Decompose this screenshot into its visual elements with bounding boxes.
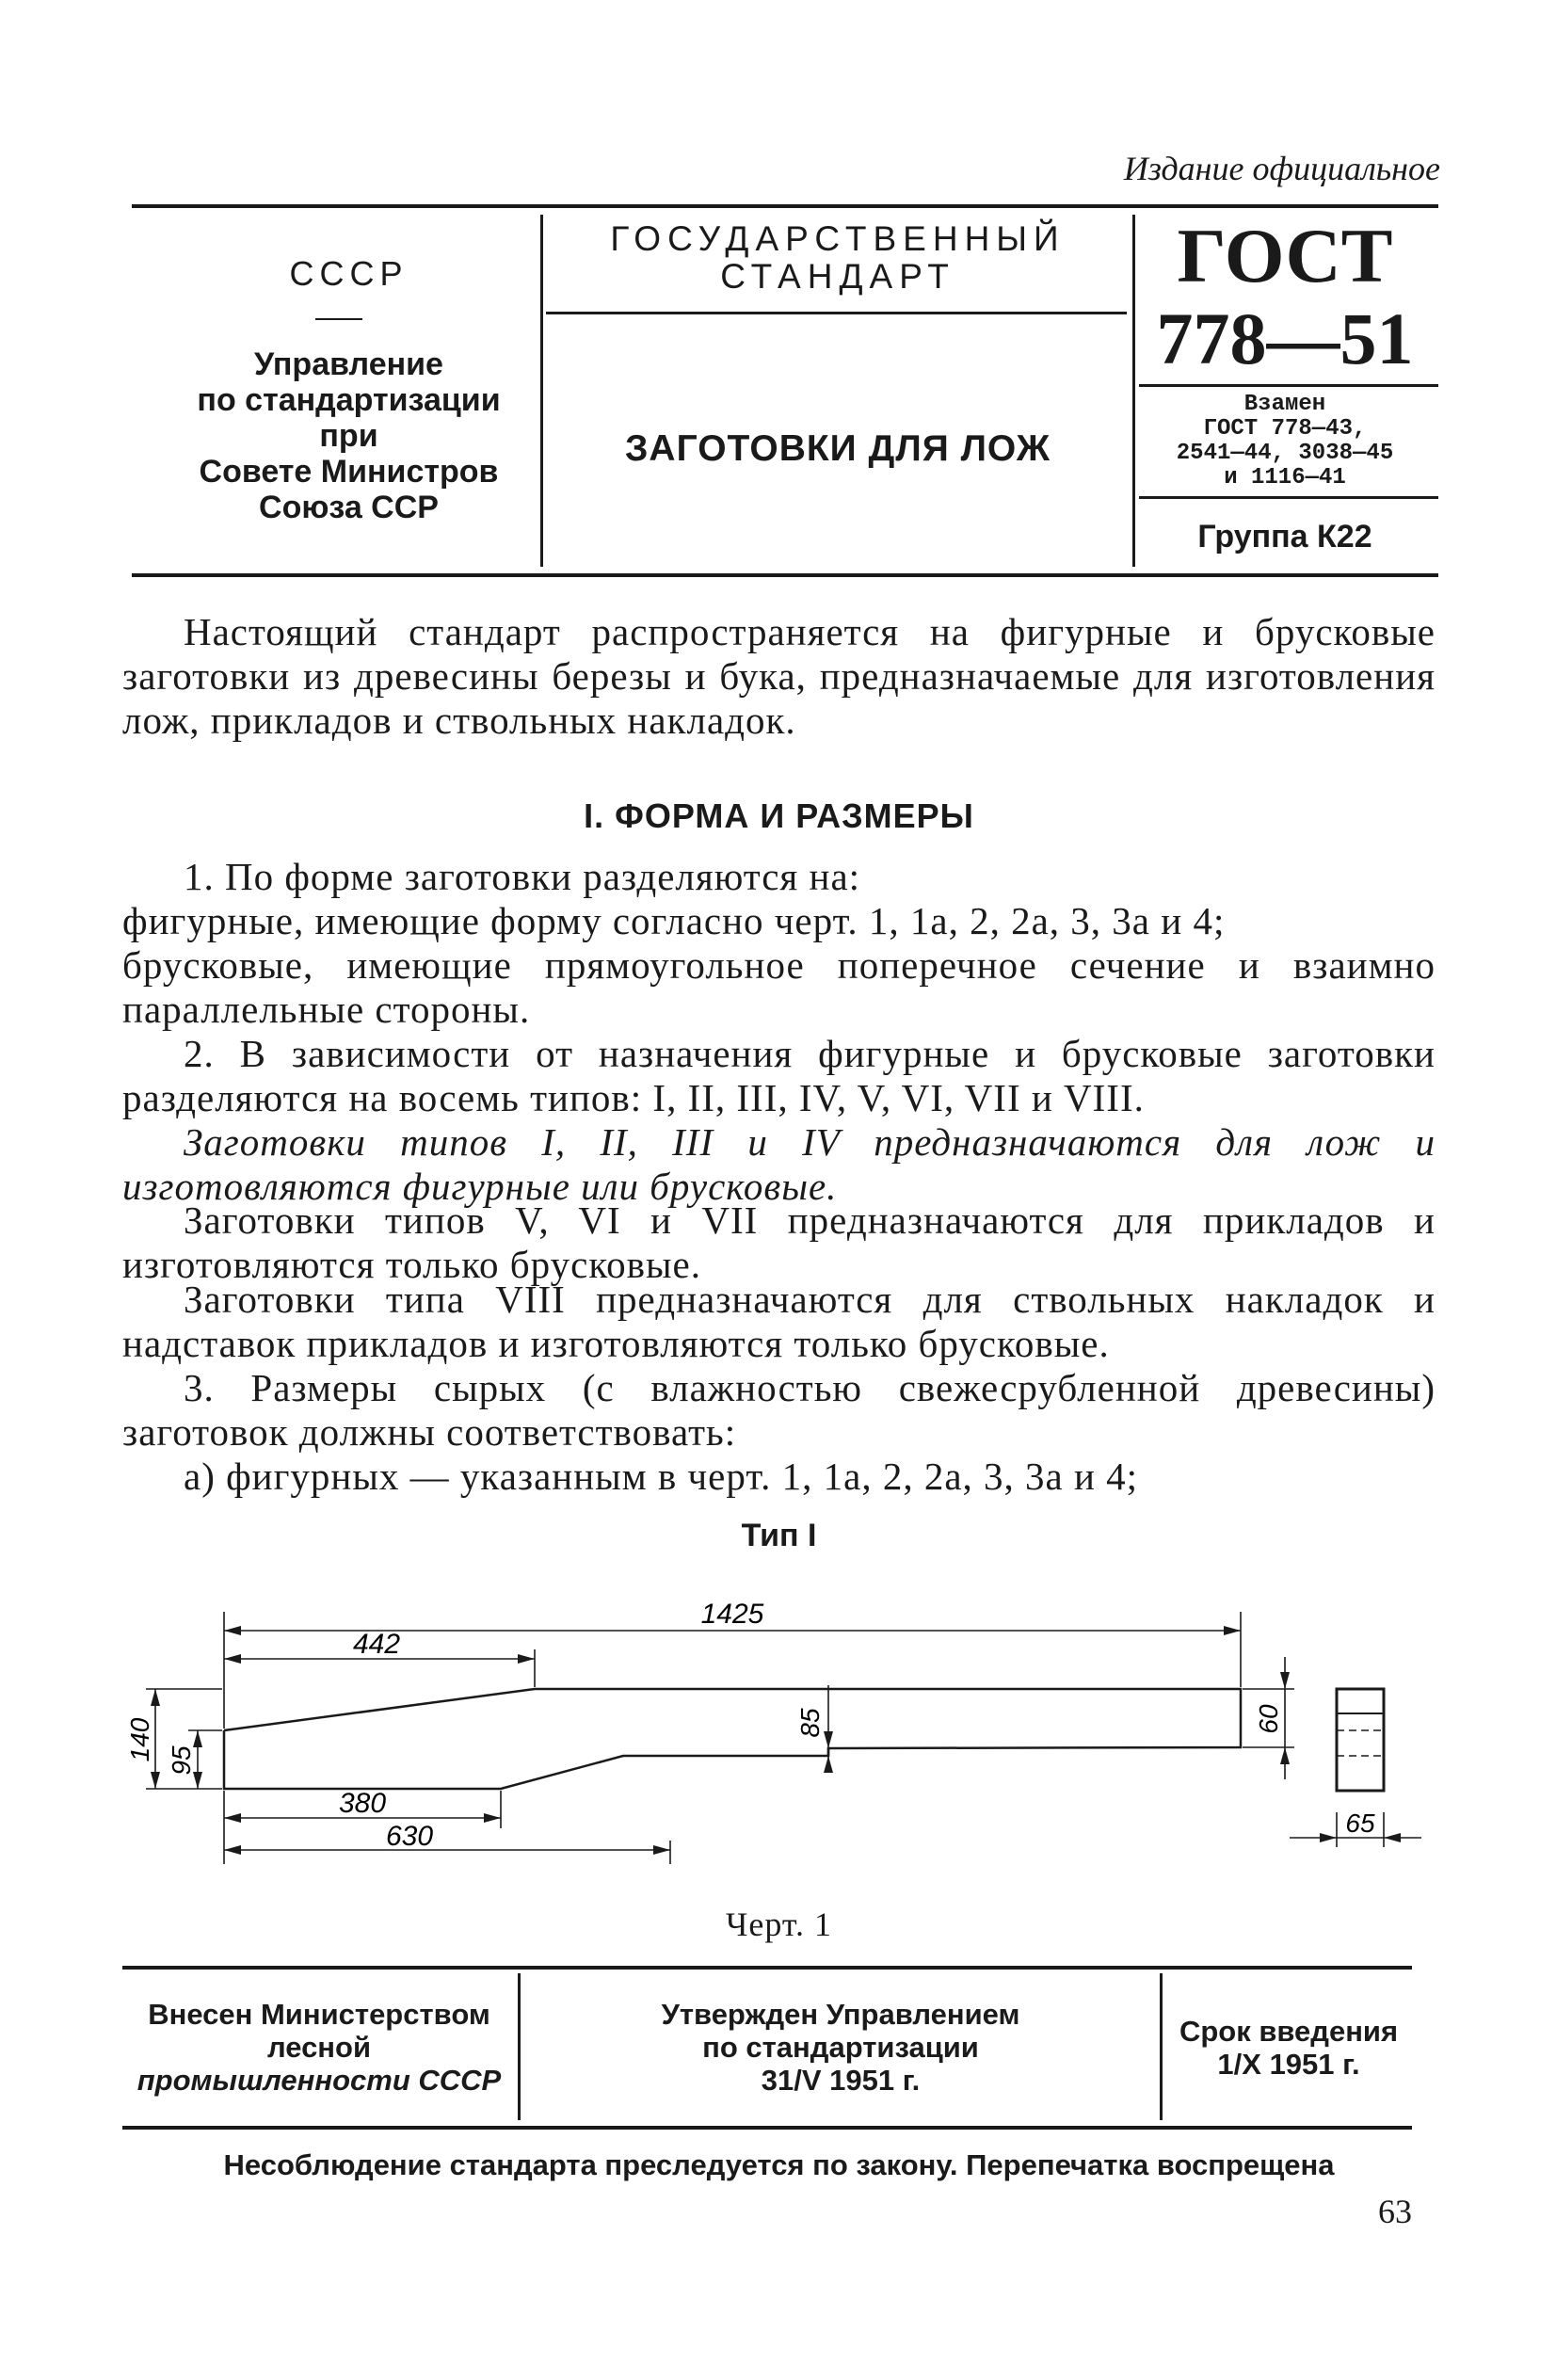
standard-type-line: ГОСУДАРСТВЕННЫЙ [610,219,1066,258]
dimension-lines [146,1612,1421,1864]
footer-approved [523,1998,1158,2097]
paragraph-1: 1. По форме заготовки разделяются на: [184,855,861,898]
paragraph-2-types-5-7: Заготовки типов V, VI и VII предназначаются для прикладов и изготовляются только брусковые. [122,1198,1436,1286]
paragraph-3a: а) фигурных — указанным в черт. 1, 1а, 2, 2а, 3, 3а и 4; [184,1455,1139,1498]
group-label: Группа К22 [1197,519,1372,555]
agency-line: по стандартизации [197,382,501,418]
dim-label-bottom-rise: 630 [385,1821,434,1852]
standard-type-line: СТАНДАРТ [720,257,955,296]
effective-line: 1/X 1951 г. [1217,2048,1360,2081]
cross-section [1337,1689,1384,1791]
country-label: СССР [289,254,409,293]
dimension-arrows [151,1626,1401,1855]
edition-note: Издание официальное [1123,150,1440,187]
paragraph-2: 2. В зависимости от назначения фигурные и брусковые заготовки разделяются на восемь типов: I, II, III, IV, V, VI, VII и VIII. [122,1032,1436,1119]
intro-paragraph: Настоящий стандарт распространяется на фигурные и брусковые заготовки из древесины березы и бука, предназначаемые для изготовления лож, прикладов и ствольных накладок. [122,610,1436,742]
footer-divider-left [518,1973,521,2120]
footer-bottom-rule [122,2126,1412,2130]
approved-line: Утвержден Управлением [661,1998,1020,2031]
submitted-line: лесной [266,2031,372,2064]
submitted-line: промышленности СССР [136,2064,502,2097]
dim-label-bottom-flat: 380 [338,1788,387,1819]
approved-line: по стандартизации [702,2031,979,2064]
paragraph-1-figured: фигурные, имеющие форму согласно черт. 1, 1а, 2, 2а, 3, 3а и 4; [122,899,1226,942]
dim-label-height-front: 95 [167,1745,196,1776]
replaces-line: ГОСТ 778—43, [1203,416,1367,442]
agency-line: Совете Министров [199,454,499,490]
section-title: I. ФОРМА И РАЗМЕРЫ [584,796,974,835]
footer-effective [1165,2015,1412,2081]
dim-label-section-width: 65 [1345,1809,1375,1838]
paragraph-2-type-8: Заготовки типа VIII предназначаются для ствольных накладок и надставок прикладов и изготовляются только брусковые. [122,1278,1436,1365]
gost-number: 778—51 [1156,298,1414,379]
footer-submitted [122,1998,516,2097]
blank-outline [224,1689,1241,1789]
replaces-line: и 1116—41 [1224,465,1346,490]
document-title: ЗАГОТОВКИ ДЛЯ ЛОЖ [625,428,1051,469]
agency-line: Союза ССР [259,490,439,525]
agency-line: Управление [254,346,443,382]
paragraph-1-bar: брусковые, имеющие прямоугольное поперечное сечение и взаимно параллельные стороны. [122,943,1436,1031]
dim-label-height-total: 140 [125,1717,154,1762]
approved-line: 31/V 1951 г. [761,2064,921,2097]
figure-type-label: Тип I [741,1518,817,1553]
paragraph-3: 3. Размеры сырых (с влажностью свежесрубленной древесины) заготовок должны соответствовать: [122,1366,1436,1454]
figure-caption: Черт. 1 [726,1906,832,1943]
dim-label-total: 1425 [700,1599,764,1630]
paragraph-2-types-1-4: Заготовки типов I, II, III и IV предназначаются для лож и изготовляются фигурные или брусковые. [122,1120,1436,1208]
page-number: 63 [1378,2193,1412,2230]
replaces-line: Взамен [1243,392,1326,417]
dim-label-taper: 442 [352,1629,401,1660]
dim-label-height-mid: 85 [795,1708,825,1738]
reprint-warning: Несоблюдение стандарта преследуется по закону. Перепечатка воспрещена [223,2148,1335,2181]
replaces-line: 2541—44, 3038—45 [1176,441,1394,466]
gost-label: ГОСТ [1177,213,1393,298]
agency-line: при [319,418,378,454]
dim-label-height-rear: 60 [1254,1704,1283,1734]
footer-top-rule [122,1966,1412,1970]
submitted-line: Внесен Министерством [148,1998,490,2031]
effective-line: Срок введения [1179,2015,1399,2048]
footer-divider-right [1160,1973,1163,2120]
